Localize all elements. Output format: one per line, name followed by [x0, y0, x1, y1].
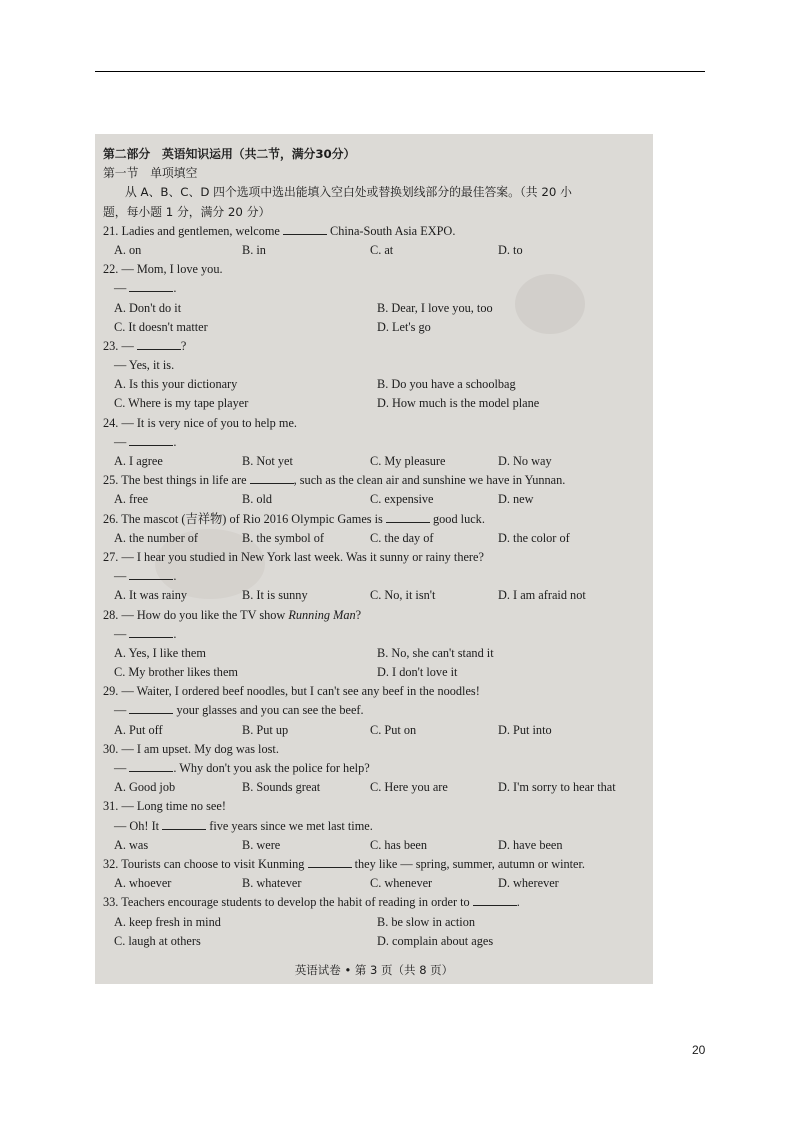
answer-option: D. I am afraid not — [498, 588, 586, 603]
answer-option: C. Here you are — [370, 780, 448, 795]
answer-option: A. Is this your dictionary — [114, 377, 238, 392]
answer-option: B. whatever — [242, 876, 302, 891]
question-stem: 27. — I hear you studied in New York last week. Was it sunny or rainy there? — [103, 549, 484, 564]
options-row — [103, 874, 645, 893]
question-dialogue-line: — . — [114, 569, 177, 584]
options-row — [103, 318, 645, 337]
options-row — [103, 721, 645, 740]
answer-option: A. was — [114, 837, 149, 852]
answer-option: B. in — [242, 242, 266, 257]
options-row — [103, 375, 645, 394]
question-dialogue-line: — . — [114, 281, 177, 296]
options-row — [103, 529, 645, 548]
answer-option: C. at — [370, 242, 394, 257]
question-dialogue-line: — . — [114, 434, 177, 449]
answer-option: D. have been — [498, 837, 563, 852]
answer-blank — [308, 855, 352, 868]
question-stem: 29. — Waiter, I ordered beef noodles, but I can't see any beef in the noodles! — [103, 684, 480, 699]
answer-blank — [129, 701, 173, 714]
answer-option: C. has been — [370, 837, 428, 852]
question-stem: 22. — Mom, I love you. — [103, 262, 223, 277]
answer-option: A. It was rainy — [114, 588, 188, 603]
answer-option: A. on — [114, 242, 142, 257]
question-stem: 28. — How do you like the TV show Running Man? — [103, 607, 362, 622]
answer-option: D. How much is the model plane — [377, 396, 540, 411]
question-stem: 21. Ladies and gentlemen, welcome China-South Asia EXPO. — [103, 223, 456, 238]
question-stem: 31. — Long time no see! — [103, 799, 226, 814]
answer-option: D. I don't love it — [377, 665, 458, 680]
top-rule — [95, 71, 705, 72]
answer-option: A. I agree — [114, 454, 163, 468]
options-row — [103, 586, 645, 605]
answer-option: D. Put into — [498, 722, 552, 737]
answer-option: B. It is sunny — [242, 588, 308, 603]
options-row — [103, 932, 645, 951]
question-dialogue-line: — your glasses and you can see the beef. — [114, 703, 364, 718]
answer-blank — [250, 471, 294, 484]
answer-option: D. Let's go — [377, 319, 431, 334]
answer-option: C. expensive — [370, 492, 434, 507]
answer-option: B. Put up — [242, 722, 289, 737]
answer-option: C. My brother likes them — [114, 665, 238, 680]
answer-option: C. whenever — [370, 876, 433, 891]
answer-blank — [129, 279, 173, 292]
answer-blank — [283, 222, 327, 235]
question-stem: 24. — It is very nice of you to help me. — [103, 415, 297, 430]
question-dialogue-line: — Oh! It five years since we met last time. — [114, 818, 373, 833]
answer-option: A. whoever — [114, 876, 172, 891]
answer-option: B. No, she can't stand it — [377, 645, 494, 660]
options-row — [103, 836, 645, 855]
question-stem: 23. — ? — [103, 338, 187, 353]
answer-blank — [129, 433, 173, 446]
instruction-line-2: 题，每小题 1 分，满分 20 分） — [103, 204, 271, 219]
question-dialogue-line: — . — [114, 626, 177, 641]
options-row — [103, 644, 645, 663]
answer-option: A. keep fresh in mind — [114, 914, 221, 929]
question-stem: 30. — I am upset. My dog was lost. — [103, 741, 279, 756]
question-stem: 32. Tourists can choose to visit Kunming they like — spring, summer, autumn or winter. — [103, 856, 586, 871]
answer-option: D. the color of — [498, 530, 570, 545]
answer-option: B. Do you have a schoolbag — [377, 377, 516, 392]
answer-option: C. the day of — [370, 530, 434, 545]
answer-option: C. laugh at others — [114, 933, 201, 948]
options-row — [103, 299, 645, 318]
answer-option: D. No way — [498, 454, 552, 468]
answer-blank — [473, 893, 517, 906]
answer-option: D. complain about ages — [377, 933, 494, 948]
page-footer: 英语试卷 • 第 3 页（共 8 页） — [294, 963, 454, 977]
answer-option: A. the number of — [114, 530, 199, 545]
answer-option: D. I'm sorry to hear that — [498, 780, 616, 795]
answer-blank — [129, 567, 173, 580]
answer-blank — [129, 625, 173, 638]
answer-option: B. Not yet — [242, 454, 293, 468]
scanned-exam-page — [95, 134, 653, 984]
answer-option: A. Put off — [114, 722, 163, 737]
answer-option: D. to — [498, 242, 523, 257]
answer-blank — [137, 337, 181, 350]
options-row — [103, 452, 645, 471]
section-heading: 第二部分 英语知识运用（共二节，满分30分） — [103, 147, 356, 161]
answer-option: C. It doesn't matter — [114, 319, 208, 334]
options-row — [103, 490, 645, 509]
options-row — [103, 663, 645, 682]
answer-option: B. were — [242, 837, 281, 852]
answer-blank — [386, 510, 430, 523]
options-row — [103, 913, 645, 932]
answer-option: B. Sounds great — [242, 780, 321, 795]
answer-option: A. Good job — [114, 780, 176, 795]
answer-option: D. wherever — [498, 876, 559, 891]
options-row — [103, 241, 645, 260]
question-list — [103, 222, 645, 951]
options-row — [103, 778, 645, 797]
question-stem: 26. The mascot (吉祥物) of Rio 2016 Olympic Games is good luck. — [103, 511, 485, 526]
question-stem: 33. Teachers encourage students to develop the habit of reading in order to . — [103, 895, 520, 910]
answer-option: C. My pleasure — [370, 454, 446, 468]
answer-option: C. No, it isn't — [370, 588, 436, 603]
answer-blank — [129, 759, 173, 772]
answer-option: B. the symbol of — [242, 530, 324, 545]
answer-option: A. Don't do it — [114, 300, 182, 315]
question-dialogue-line: — Yes, it is. — [114, 358, 175, 373]
options-row — [103, 394, 645, 413]
section-subheading: 第一节 单项填空 — [103, 166, 198, 181]
answer-option: B. Dear, I love you, too — [377, 300, 493, 315]
answer-option: A. Yes, I like them — [114, 645, 206, 660]
answer-option: C. Put on — [370, 722, 417, 737]
answer-option: B. be slow in action — [377, 914, 476, 929]
question-dialogue-line: — . Why don't you ask the police for help? — [114, 761, 370, 775]
answer-option: B. old — [242, 492, 273, 507]
question-stem: 25. The best things in life are , such as the clean air and sunshine we have in Yunnan. — [103, 473, 566, 488]
page-number: 20 — [692, 1043, 706, 1057]
instruction-line-1: 从 A、B、C、D 四个选项中选出能填入空白处或替换划线部分的最佳答案。（共 20 小 — [125, 185, 572, 200]
answer-option: D. new — [498, 492, 534, 507]
answer-blank — [162, 817, 206, 830]
answer-option: A. free — [114, 492, 149, 507]
answer-option: C. Where is my tape player — [114, 396, 249, 411]
